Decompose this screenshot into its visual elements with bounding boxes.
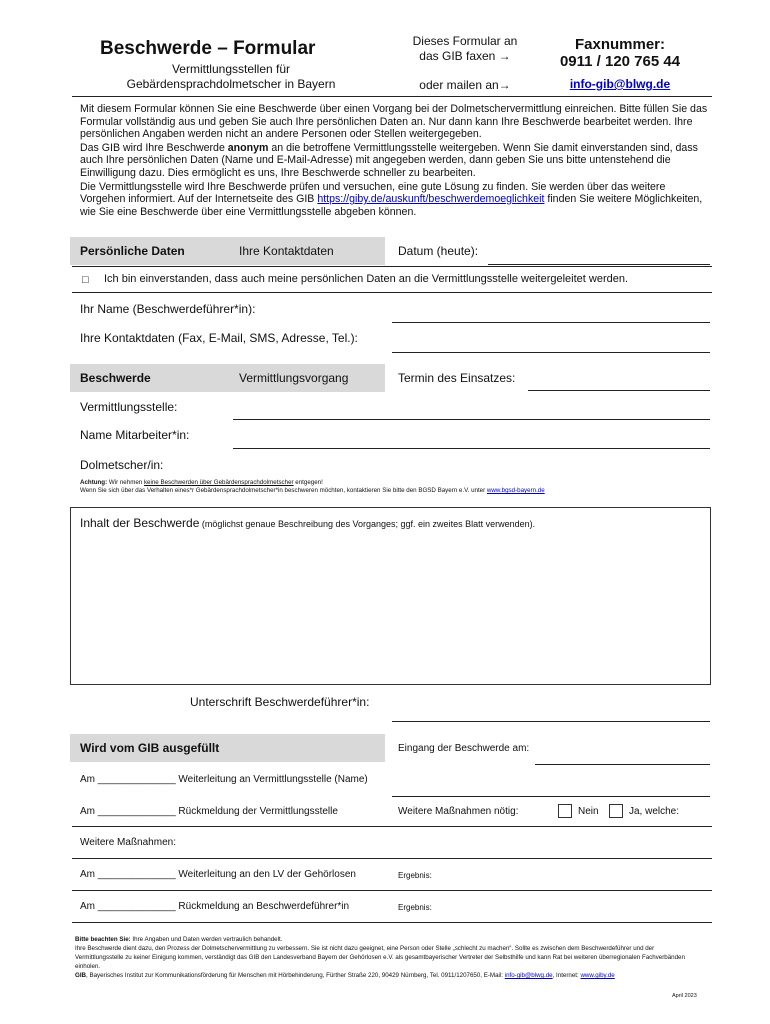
result-label-2: Ergebnis:: [398, 903, 432, 912]
intro-p3-text-a: Die Vermittlungsstelle wird Ihre Beschwerde prüfen und versuchen, eine gute Lösung zu finden. Sie werden über das weitere Vorgehen informiert. Auf der Internetseite des GIB: [80, 180, 666, 206]
intro-p2-text-b: an die betroffene Vermittlungsstelle weitergeben. Wenn Sie damit einverstanden sind, dass auch Ihre persönlichen Daten (Name und E-Mail-Adresse) mit angegeben werden, dann geben Sie uns bitte untenstehend die Einwilligung dazu. Dies ermöglicht es uns, Ihre Beschwerde schneller zu bearbeiten.: [80, 141, 698, 179]
signature-label: Unterschrift Beschwerdeführer*in:: [190, 695, 370, 709]
consent-text: Ich bin einverstanden, dass auch meine persönlichen Daten an die Vermittlungsstelle weitergeleitet werden.: [104, 273, 629, 285]
receipt-label: Eingang der Beschwerde am:: [398, 743, 530, 754]
agency-label: Vermittlungsstelle:: [80, 400, 178, 414]
footer-email-link[interactable]: info-gib@blwg.de: [504, 972, 553, 979]
gib-divider-1: [72, 826, 712, 827]
fax-instruction: [400, 34, 530, 64]
footer-note-a: Ihre Angaben und Daten werden vertraulich behandelt.: [130, 936, 283, 943]
fax-instruction-line-2: das GIB faxen →: [419, 49, 511, 63]
agency-field[interactable]: [233, 419, 710, 420]
appointment-label: Termin des Einsatzes:: [398, 371, 516, 385]
date-label: Datum (heute):: [398, 244, 479, 258]
gib-heading: Wird vom GIB ausgefüllt: [80, 741, 220, 755]
name-field[interactable]: [392, 322, 710, 323]
signature-field[interactable]: [392, 721, 710, 722]
fax-label: Faxnummer:: [574, 36, 666, 53]
bgsd-link[interactable]: www.bgsd-bayern.de: [486, 487, 545, 494]
footer-note-paragraph: Ihre Beschwerde dient dazu, den Prozess der Dolmetschervermittlung zu verbessern. Sie ist nicht dazu geeignet, eine Person oder Stelle „schlecht zu machen“. Sollte es zwischen dem Beschwerdeführer und der Vermittlungsstelle zu keiner Einigung kommen, verständigt das GIB den Landesverband Bayern der Gehörlosen e.V. als gesamtbayerischer Vertreter der Selbsthilfe und kann Rat bei weiteren überregionalen Fachverbänden einholen.: [75, 945, 685, 970]
subtitle-line-1: Vermittlungsstellen für: [171, 62, 291, 76]
name-label: Ihr Name (Beschwerdeführer*in):: [80, 302, 256, 316]
footer-note-line: [75, 935, 700, 944]
footer-org-bold: GIB: [75, 972, 87, 979]
footer-text: [75, 935, 700, 980]
form-title: Beschwerde – Formular: [100, 38, 316, 59]
complaint-subheading: Vermittlungsvorgang: [239, 371, 349, 385]
further-measures-label: Weitere Maßnahmen:: [80, 837, 176, 848]
intro-p2-text-a: Das GIB wird Ihre Beschwerde: [80, 141, 228, 154]
content-label-text: Inhalt der Beschwerde: [80, 516, 200, 530]
intro-paragraph-3: [80, 181, 710, 219]
gib-header: [70, 734, 385, 762]
gib-divider-4: [72, 922, 712, 923]
gib-divider-3: [72, 890, 712, 891]
note-underline: keine Beschwerden über Gebärdensprachdolmetscher: [143, 479, 294, 486]
interpreter-note: [80, 479, 710, 495]
intro-p2-bold: anonym: [227, 141, 269, 154]
gib-row-agency-response: Am ______________ Rückmeldung der Vermittlungsstelle: [80, 806, 338, 817]
footer-org-b: , Internet:: [552, 972, 581, 979]
note2-text: Wenn Sie sich über das Verhalten eines*r Gebärdensprachdolmetscher*in beschweren möchten, kontaktieren Sie bitte den BGSD Bayern e.V. unter: [80, 487, 487, 494]
contact-label: Ihre Kontaktdaten (Fax, E-Mail, SMS, Adresse, Tel.):: [80, 331, 358, 345]
consent-checkbox[interactable]: □: [82, 274, 89, 286]
gib-row-forward-lv: Am ______________ Weiterleitung an den LV der Gehörlosen: [80, 869, 356, 880]
interpreter-label: Dolmetscher/in:: [80, 458, 164, 472]
personal-data-header: [70, 237, 385, 265]
staff-field[interactable]: [233, 448, 710, 449]
appointment-field[interactable]: [528, 390, 710, 391]
complaint-options-link[interactable]: https://giby.de/auskunft/beschwerdemoeglichkeit: [317, 193, 545, 206]
footer-org-a: , Bayerisches Institut zur Kommunikationsförderung für Menschen mit Hörbehinderung, Fürther Straße 220, 90429 Nürnberg, Tel. 0911/1207650, E-Mail:: [86, 972, 505, 979]
note-text-a: Wir nehmen: [107, 479, 144, 486]
gib-row-forward-agency: Am ______________ Weiterleitung an Vermittlungsstelle (Name): [80, 774, 368, 785]
consent-divider-top: [72, 266, 712, 267]
complaint-header: [70, 364, 385, 392]
note-text-b: entgegen!: [293, 479, 323, 486]
email-link[interactable]: info-gib@blwg.de: [569, 77, 671, 91]
footer-org-line: [75, 971, 700, 980]
fax-number: 0911 / 120 765 44: [559, 53, 681, 70]
consent-divider-bottom: [72, 292, 712, 293]
no-checkbox[interactable]: [558, 804, 572, 818]
intro-p3-text-b: finden Sie weitere Möglichkeiten, wie Sie eine Beschwerde über eine Vermittlungsstelle abgeben können.: [80, 193, 703, 218]
fax-instruction-line-1: Dieses Formular an: [412, 34, 518, 48]
subtitle-line-2: Gebärdensprachdolmetscher in Bayern: [126, 77, 336, 91]
intro-paragraph-1: Mit diesem Formular können Sie eine Beschwerde über einen Vorgang bei der Dolmetschervermittlung einreichen. Bitte füllen Sie das Formular vollständig aus und geben Sie auch Ihre persönlichen Daten an. Nur dann kann Ihre Beschwerde bearbeitet werden. Ihre persönlichen Angaben werden nicht an andere Personen oder Stellen weitergegeben.: [80, 103, 708, 141]
gib-row-response-complainant: Am ______________ Rückmeldung an Beschwerdeführer*in: [80, 901, 350, 912]
content-hint: (möglichst genaue Beschreibung des Vorganges; ggf. ein zweites Blatt verwenden).: [199, 519, 536, 529]
result-label-1: Ergebnis:: [398, 871, 432, 880]
yes-label: Ja, welche:: [629, 806, 680, 817]
yes-checkbox[interactable]: [609, 804, 623, 818]
mail-instruction: oder mailen an→: [419, 78, 511, 92]
interpreter-note-line-1: [80, 479, 710, 487]
footer-note-bold: Bitte beachten Sie:: [75, 936, 131, 943]
further-needed-label: Weitere Maßnahmen nötig:: [398, 806, 519, 817]
no-label: Nein: [578, 806, 599, 817]
footer-web-link[interactable]: www.giby.de: [580, 972, 615, 979]
intro-paragraph-2: [80, 142, 710, 180]
personal-data-subheading: Ihre Kontaktdaten: [239, 244, 334, 258]
footer-date: April 2023: [672, 993, 697, 999]
staff-label: Name Mitarbeiter*in:: [80, 428, 190, 442]
personal-data-heading: Persönliche Daten: [80, 244, 185, 258]
contact-field[interactable]: [392, 352, 710, 353]
note-bold: Achtung:: [80, 479, 108, 486]
interpreter-note-line-2: [80, 487, 710, 495]
complaint-heading: Beschwerde: [80, 371, 151, 385]
gib-row-forward-agency-field[interactable]: [392, 796, 710, 797]
gib-divider-2: [72, 858, 712, 859]
form-subtitle: [96, 62, 366, 92]
date-field[interactable]: [488, 264, 710, 265]
receipt-field[interactable]: [535, 764, 710, 765]
complaint-content-label: [80, 516, 535, 530]
intro-text: [80, 103, 710, 219]
complaint-content-box[interactable]: [70, 507, 711, 685]
header-divider: [72, 96, 712, 97]
